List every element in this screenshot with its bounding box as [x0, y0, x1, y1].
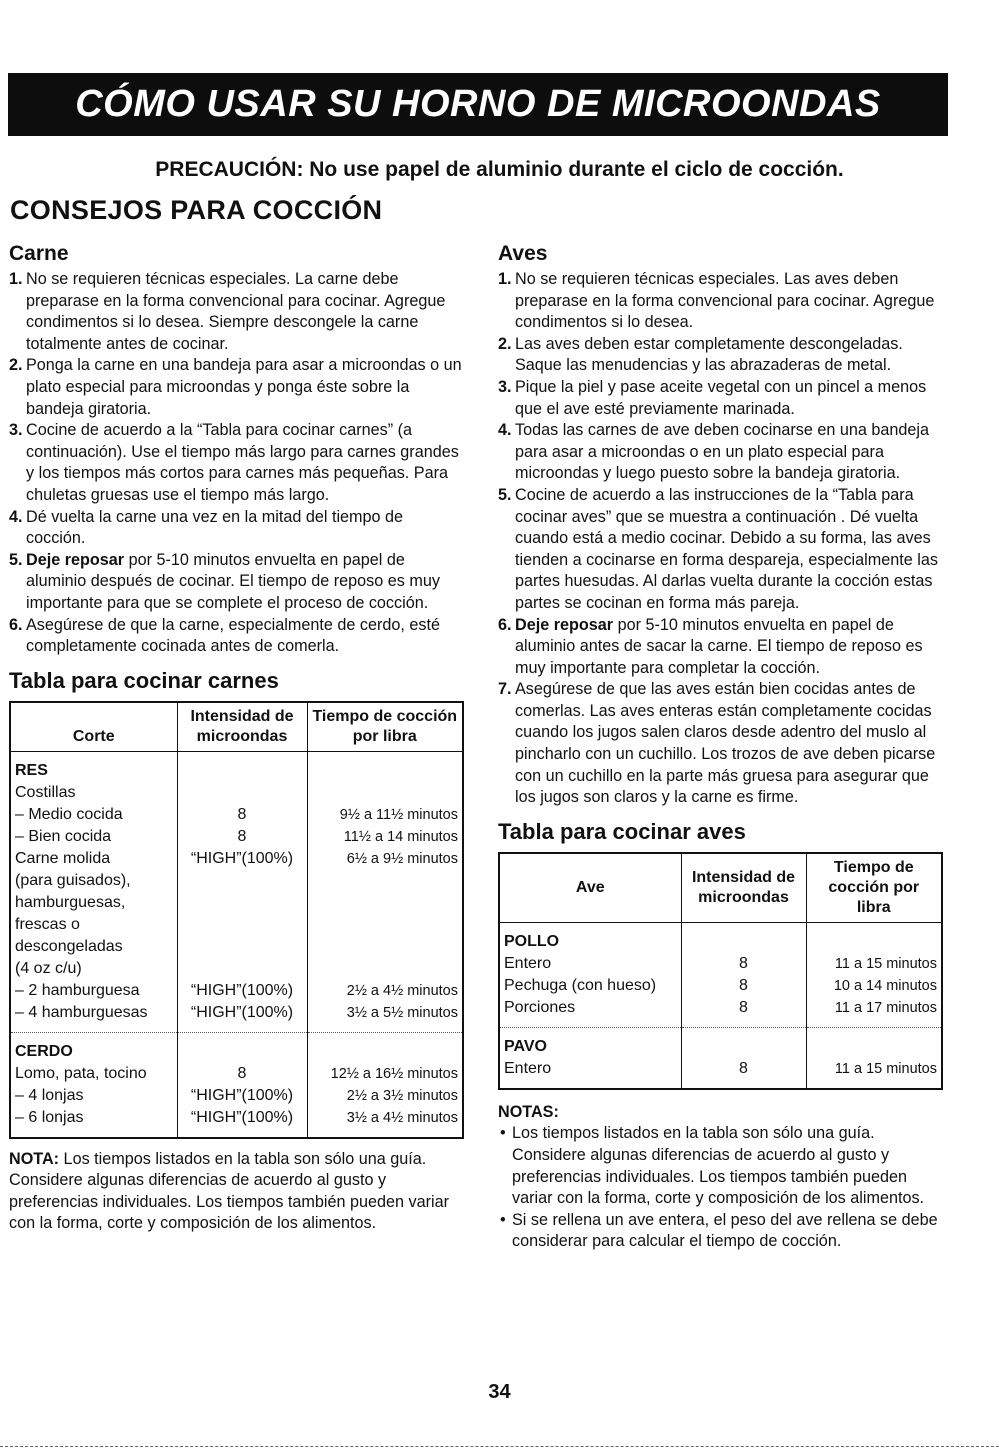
table-row: Pechuga (con hueso) 8 10 a 14 minutos: [499, 975, 942, 997]
carne-step: 4. Dé vuelta la carne una vez en la mitad del tiempo de cocción.: [9, 507, 404, 548]
table-row: Lomo, pata, tocino 8 12½ a 16½ minutos: [10, 1063, 463, 1085]
aves-step: 6. Deje reposar por 5-10 minutos envuelta en papel de aluminio antes de sacar la carne. El tiempo de reposo es muy importante para completar la cocción.: [498, 615, 923, 677]
aves-step: 4. Todas las carnes de ave deben cocinarse en una bandeja para asar a microondas o en un plato especial para microondas y luego puesto sobre la bandeja giratoria.: [498, 421, 929, 483]
page-banner-title: CÓMO USAR SU HORNO DE MICROONDAS: [8, 73, 948, 136]
aves-column: [498, 241, 943, 1253]
table-group-row: RES: [10, 751, 463, 782]
table-row: frescas o: [10, 914, 463, 936]
table-row: – 2 hamburguesa “HIGH”(100%) 2½ a 4½ minutos: [10, 980, 463, 1002]
table-row: Entero 8 11 a 15 minutos: [499, 953, 942, 975]
aves-steps: [498, 269, 943, 809]
carne-title: Carne: [9, 242, 69, 265]
table-group-row: PAVO: [499, 1027, 942, 1058]
aves-notes-title: NOTAS:: [498, 1102, 559, 1121]
aves-table-title: Tabla para cocinar aves: [498, 818, 746, 844]
table-row: hamburguesas,: [10, 892, 463, 914]
table-row: (para guisados),: [10, 870, 463, 892]
page-number: 34: [488, 1381, 511, 1403]
table-group-row: CERDO: [10, 1032, 463, 1063]
table-row: Porciones 8 11 a 17 minutos: [499, 997, 942, 1028]
aves-step: 1. No se requieren técnicas especiales. Las aves deben preparase en la forma convencional para cocinar. Agregue condimentos si lo desea.: [498, 270, 935, 332]
table-row: Entero 8 11 a 15 minutos: [499, 1058, 942, 1089]
carne-step: 1. No se requieren técnicas especiales. La carne debe preparase en la forma convencional para cocinar. Agregue condimentos si lo desea. Siempre descongele la carne totalmente antes de cocinar.: [9, 270, 446, 353]
carne-step: 2. Ponga la carne en una bandeja para asar a microondas o un plato especial para microondas y ponga éste sobre la bandeja giratoria.: [9, 356, 462, 418]
aves-notes: [498, 1123, 943, 1253]
table-row: (4 oz c/u): [10, 958, 463, 980]
carne-steps: [9, 269, 464, 658]
table-group-row: POLLO: [499, 922, 942, 953]
list-item: • Si se rellena un ave entera, el peso del ave rellena se debe considerar para calcular el tiempo de cocción.: [498, 1210, 943, 1253]
carne-step: 6. Asegúrese de que la carne, especialmente de cerdo, esté completamente cocinada antes de comerla.: [9, 615, 440, 656]
table-row: – Bien cocida 8 11½ a 14 minutos: [10, 826, 463, 848]
carne-note: NOTA: Los tiempos listados en la tabla son sólo una guía. Considere algunas diferencias de acuerdo al gusto y preferencias individuales. Los tiempos también pueden variar con la forma, corte y composición de los alimentos.: [9, 1149, 450, 1233]
column-header: Tiempo de cocción por libra: [806, 853, 942, 923]
bottom-divider: [0, 1446, 999, 1447]
carne-step: 5. Deje reposar por 5-10 minutos envuelta en papel de aluminio después de cocinar. El tiempo de reposo es muy importante para que se complete el proceso de cocción.: [9, 550, 440, 612]
table-header-row: [10, 702, 463, 752]
aves-step: 5. Cocine de acuerdo a las instrucciones de la “Tabla para cocinar aves” que se muestra a continuación . Dé vuelta cuando está a medio cocinar. Debido a su forma, las aves tienden a cocinarse en forma despareja, especialmente las partes huesudas. Al darlas vuelta durante la cocción estas partes se cocinan en forma más pareja.: [498, 485, 938, 612]
table-row: – 4 hamburguesas “HIGH”(100%) 3½ a 5½ minutos: [10, 1002, 463, 1033]
aves-table: [498, 852, 943, 1090]
section-heading: CONSEJOS PARA COCCIÓN: [10, 195, 383, 225]
table-row: Costillas: [10, 782, 463, 804]
carne-table: [9, 701, 464, 1139]
table-header-row: [499, 853, 942, 923]
table-row: descongeladas: [10, 936, 463, 958]
table-row: – 6 lonjas “HIGH”(100%) 3½ a 4½ minutos: [10, 1107, 463, 1138]
table-row: – 4 lonjas “HIGH”(100%) 2½ a 3½ minutos: [10, 1085, 463, 1107]
aves-step: 2. Las aves deben estar completamente descongeladas. Saque las menudencias y las abrazaderas de metal.: [498, 334, 903, 375]
aves-step: 7. Asegúrese de que las aves están bien cocidas antes de comerlas. Las aves enteras están completamente cocidas cuando los jugos salen claros desde adentro del muslo al pincharlo con un cuchillo. Los trozos de ave deben picarse con un cuchillo en la parte más gruesa para asegurar que los jugos son claros y la carne es firme.: [498, 680, 936, 807]
table-row: – Medio cocida 8 9½ a 11½ minutos: [10, 804, 463, 826]
table-row: Carne molida “HIGH”(100%) 6½ a 9½ minutos: [10, 848, 463, 870]
list-item: • Los tiempos listados en la tabla son sólo una guía. Considere algunas diferencias de acuerdo al gusto y preferencias individuales. Los tiempos también pueden variar con la forma, corte y composición de los alimentos.: [498, 1123, 943, 1209]
carne-column: [9, 241, 464, 1235]
aves-title: Aves: [498, 242, 548, 265]
aves-step: 3. Pique la piel y pase aceite vegetal con un pincel a menos que el ave esté previamente marinada.: [498, 377, 927, 418]
column-header: Corte: [10, 702, 177, 752]
column-header: Intensidad de microondas: [681, 853, 806, 923]
carne-step: 3. Cocine de acuerdo a la “Tabla para cocinar carnes” (a continuación). Use el tiempo más largo para carnes grandes y los tiempos más cortos para carnes más pequeñas. Para chuletas gruesas use el tiempo más largo.: [9, 421, 459, 504]
column-header: Intensidad de microondas: [177, 702, 307, 752]
carne-table-title: Tabla para cocinar carnes: [9, 667, 279, 693]
column-header: Ave: [499, 853, 681, 923]
caution-notice: PRECAUCIÓN: No use papel de aluminio durante el ciclo de cocción.: [155, 158, 844, 181]
column-header: Tiempo de cocción por libra: [307, 702, 463, 752]
